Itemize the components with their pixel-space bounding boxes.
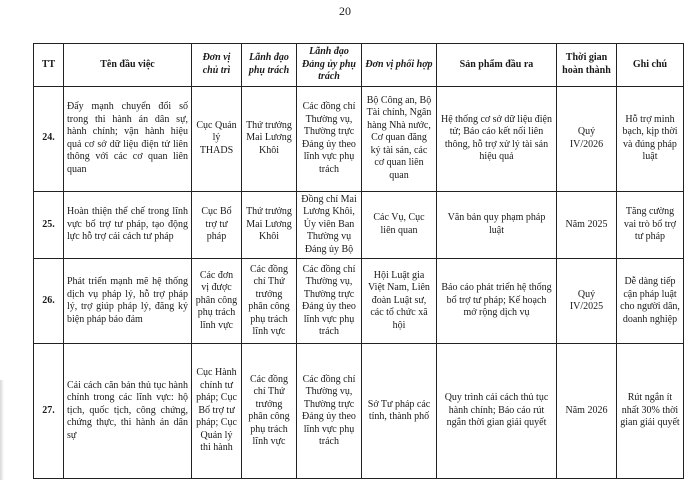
header-coordinator: Đơn vị phối hợp <box>362 44 437 87</box>
task-name: Phát triển mạnh mẽ hệ thống dịch vụ pháp lý, hỗ trợ pháp lý, trợ giúp pháp lý, đăng ký biện pháp bảo đảm <box>64 259 192 344</box>
page-number: 20 <box>339 4 351 18</box>
coordinator: Hội Luật gia Việt Nam, Liên đoàn Luật sư, các tổ chức xã hội <box>362 259 437 344</box>
output: Báo cáo phát triển hệ thống bổ trợ tư pháp; Kế hoạch mở rộng dịch vụ <box>437 259 557 344</box>
table-row <box>34 344 684 479</box>
leader: Các đồng chí Thứ trưởng phân công phụ trách lĩnh vực <box>242 344 297 479</box>
table-row <box>34 191 684 259</box>
coordinator: Sở Tư pháp các tỉnh, thành phố <box>362 344 437 479</box>
lead-unit: Cục Hành chính tư pháp; Cục Bổ trợ tư pháp; Cục Quản lý thi hành <box>192 344 242 479</box>
header-row <box>34 44 684 87</box>
header-note: Ghi chú <box>617 44 684 87</box>
coordinator: Bộ Công an, Bộ Tài chính, Ngân hàng Nhà nước, Cơ quan đăng ký tài sản, các cơ quan liên quan <box>362 86 437 191</box>
note: Hỗ trợ minh bạch, kịp thời và đúng pháp luật <box>617 86 684 191</box>
header-leader: Lãnh đạo phụ trách <box>242 44 297 87</box>
header-output: Sản phẩm đầu ra <box>437 44 557 87</box>
output: Quy trình cải cách thủ tục hành chính; Báo cáo rút ngắn thời gian giải quyết <box>437 344 557 479</box>
header-tt: TT <box>34 44 64 87</box>
lead-unit: Các đơn vị được phân công phụ trách lĩnh vực <box>192 259 242 344</box>
party-leader: Đồng chí Mai Lương Khôi, Ủy viên Ban Thường vụ Đảng ủy Bộ <box>297 191 362 259</box>
lead-unit: Cục Quản lý THADS <box>192 86 242 191</box>
leader: Thứ trưởng Mai Lương Khôi <box>242 86 297 191</box>
row-number: 26. <box>34 259 64 344</box>
task-table <box>33 43 684 479</box>
header-lead-unit: Đơn vị chủ trì <box>192 44 242 87</box>
party-leader: Các đồng chí Thường vụ, Thường trực Đảng ủy theo lĩnh vực phụ trách <box>297 259 362 344</box>
row-number: 24. <box>34 86 64 191</box>
deadline: Quý IV/2026 <box>557 86 617 191</box>
party-leader: Các đồng chí Thường vụ, Thường trực Đảng ủy theo lĩnh vực phụ trách <box>297 344 362 479</box>
header-party-leader: Lãnh đạo Đảng ủy phụ trách <box>297 44 362 87</box>
coordinator: Các Vụ, Cục liên quan <box>362 191 437 259</box>
leader: Các đồng chí Thứ trưởng phân công phụ trách lĩnh vực <box>242 259 297 344</box>
party-leader: Các đồng chí Thường vụ, Thường trực Đảng ủy theo lĩnh vực phụ trách <box>297 86 362 191</box>
task-name: Cải cách căn bản thủ tục hành chính trong các lĩnh vực: hộ tịch, quốc tịch, công chứng, chứng thực, thi hành án dân sự <box>64 344 192 479</box>
deadline: Năm 2025 <box>557 191 617 259</box>
deadline: Quý IV/2025 <box>557 259 617 344</box>
scan-edge-shadow <box>0 380 4 480</box>
row-number: 27. <box>34 344 64 479</box>
leader: Thứ trưởng Mai Lương Khôi <box>242 191 297 259</box>
note: Rút ngắn ít nhất 30% thời gian giải quyết <box>617 344 684 479</box>
table-row <box>34 86 684 191</box>
row-number: 25. <box>34 191 64 259</box>
task-name: Đẩy mạnh chuyển đổi số trong thi hành án dân sự, hành chính; vận hành hiệu quả cơ sở dữ liệu điện tử liên thông với các cơ quan liên quan <box>64 86 192 191</box>
output: Hệ thống cơ sở dữ liệu điện tử; Báo cáo kết nối liên thông, hỗ trợ xử lý tài sản hiệu quả <box>437 86 557 191</box>
table-row <box>34 259 684 344</box>
lead-unit: Cục Bổ trợ tư pháp <box>192 191 242 259</box>
note: Dễ dàng tiếp cận pháp luật cho người dân, doanh nghiệp <box>617 259 684 344</box>
header-task: Tên đầu việc <box>64 44 192 87</box>
header-deadline: Thời gian hoàn thành <box>557 44 617 87</box>
output: Văn bản quy phạm pháp luật <box>437 191 557 259</box>
task-name: Hoàn thiện thể chế trong lĩnh vực bổ trợ tư pháp, tạo động lực hỗ trợ cải cách tư pháp <box>64 191 192 259</box>
note: Tăng cường vai trò bổ trợ tư pháp <box>617 191 684 259</box>
deadline: Năm 2026 <box>557 344 617 479</box>
